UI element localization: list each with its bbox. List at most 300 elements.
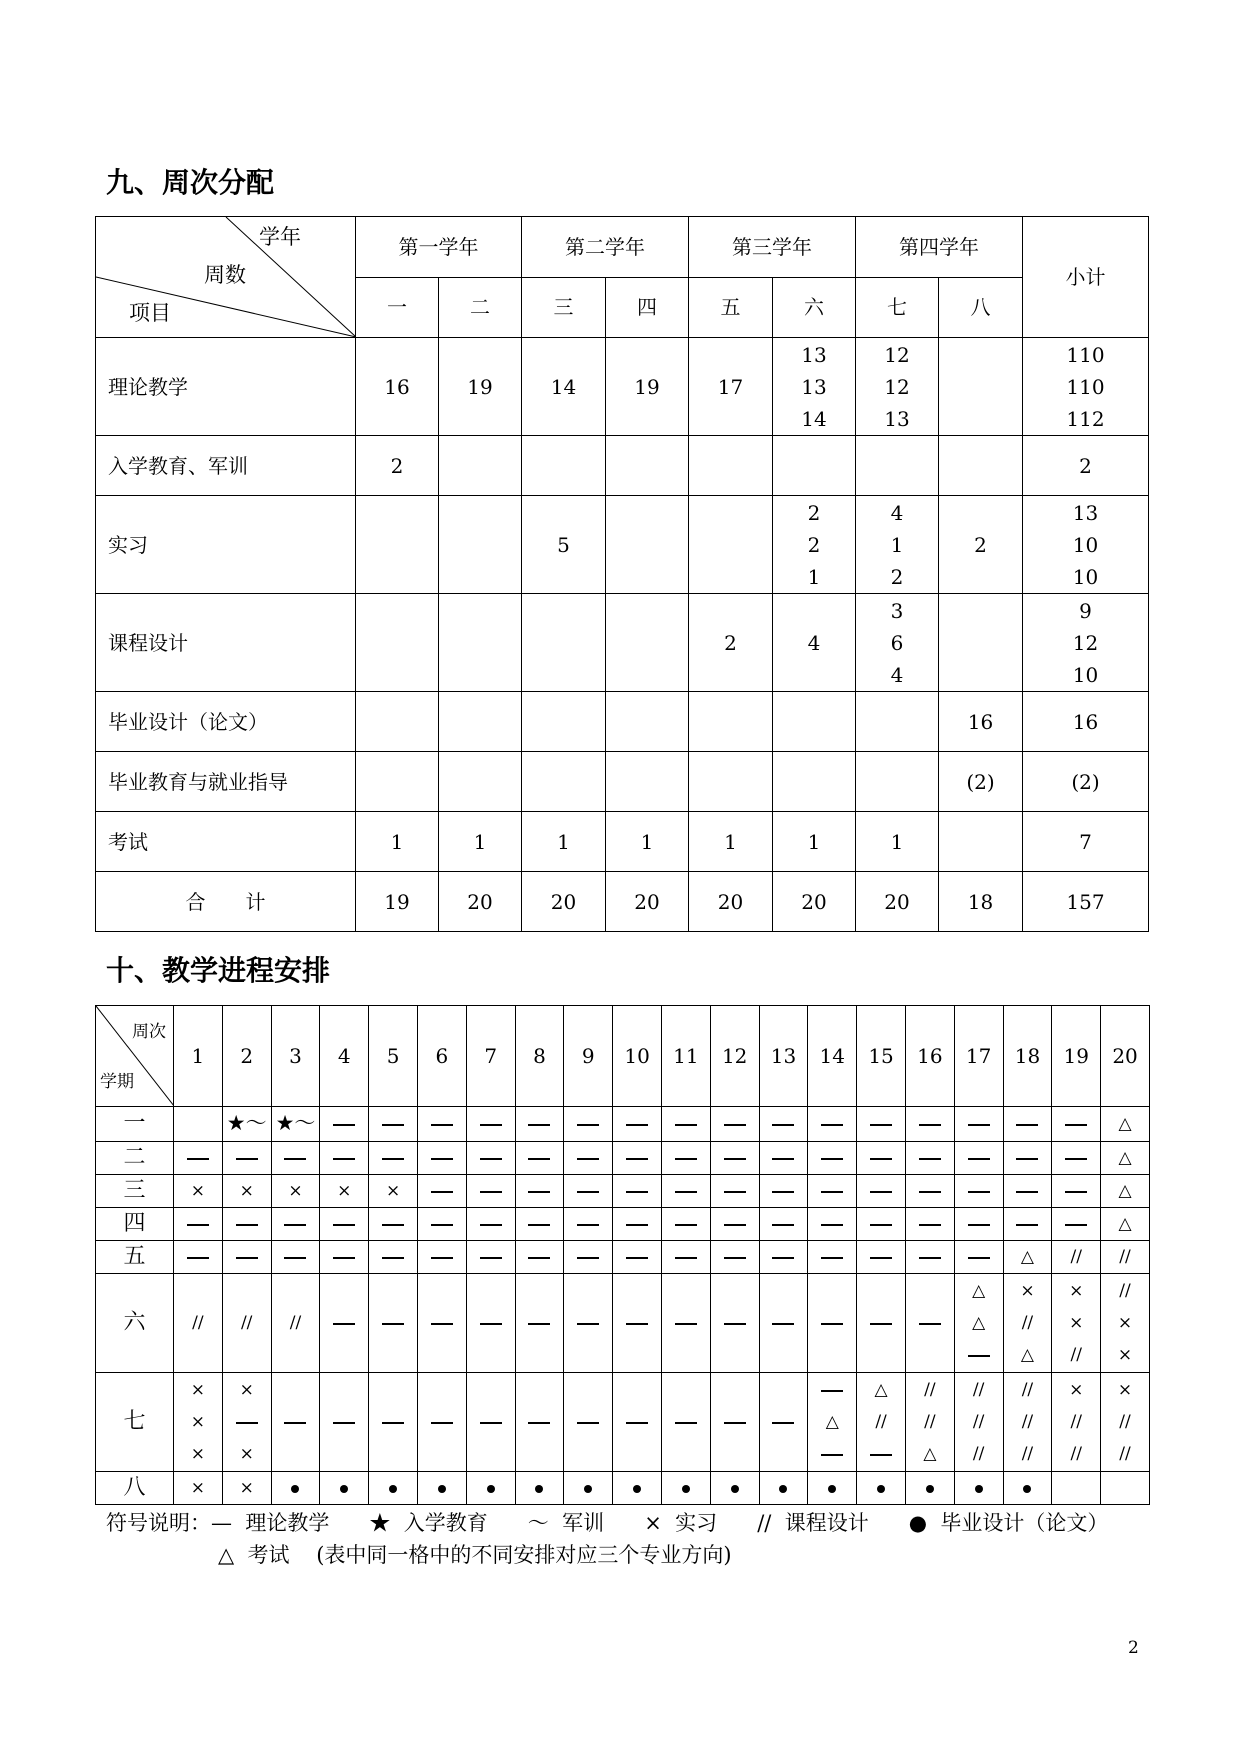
schedule-cell — [271, 1274, 320, 1373]
schedule-cell — [905, 1107, 954, 1142]
week-header-12: 12 — [710, 1006, 759, 1107]
schedule-mark: × — [337, 1181, 352, 1201]
schedule-cell — [174, 1373, 223, 1472]
schedule-cell — [710, 1241, 759, 1274]
dash-mark — [724, 1191, 746, 1193]
schedule-mark: △ — [1118, 1148, 1132, 1168]
schedule-cell — [417, 1472, 466, 1505]
dash-mark — [919, 1257, 941, 1259]
schedule-sub-cell — [955, 1307, 1003, 1339]
table-cell — [522, 594, 606, 692]
table-cell: 1 — [606, 812, 689, 872]
schedule-mark: △ — [972, 1281, 986, 1301]
schedule-cell — [954, 1274, 1003, 1373]
dash-mark — [431, 1257, 453, 1259]
schedule-sub-cell — [174, 1406, 222, 1438]
schedule-cell — [271, 1107, 320, 1142]
schedule-mark: // — [1070, 1247, 1082, 1267]
schedule-cell — [1003, 1208, 1052, 1241]
dash-mark — [1065, 1191, 1087, 1193]
table-cell: 4 — [773, 594, 856, 692]
schedule-mark: △ — [874, 1380, 888, 1400]
dash-mark — [236, 1257, 258, 1259]
schedule-cell — [466, 1142, 515, 1175]
schedule-cell — [1052, 1107, 1101, 1142]
week-header-2: 2 — [222, 1006, 271, 1107]
dash-mark — [431, 1191, 453, 1193]
schedule-cell — [222, 1142, 271, 1175]
schedule-cell — [174, 1274, 223, 1373]
dash-mark — [870, 1257, 892, 1259]
term-label: 三 — [96, 1175, 174, 1208]
dash-mark — [675, 1124, 697, 1126]
table-cell: 1 — [439, 812, 522, 872]
schedule-mark: × — [1117, 1345, 1133, 1365]
schedule-cell — [1003, 1107, 1052, 1142]
table-cell — [856, 496, 939, 594]
table-cell — [773, 752, 856, 812]
schedule-mark: // — [1021, 1412, 1034, 1432]
table-cell — [439, 692, 522, 752]
cell-value: 6 — [890, 630, 904, 655]
schedule-sub-cell — [857, 1406, 905, 1438]
schedule-mark: × — [1020, 1281, 1035, 1301]
schedule-sub-cell — [857, 1438, 905, 1470]
table-cell — [606, 594, 689, 692]
dash-mark — [187, 1257, 209, 1259]
schedule-mark: // — [1021, 1444, 1034, 1464]
table-cell — [689, 496, 773, 594]
table-cell: 19 — [356, 872, 439, 932]
dash-mark — [675, 1422, 697, 1424]
schedule-mark: // — [1119, 1281, 1131, 1301]
term-label: 七 — [96, 1373, 174, 1472]
table-cell — [439, 496, 522, 594]
schedule-cell — [661, 1175, 710, 1208]
schedule-row — [96, 1241, 1150, 1274]
table-cell — [1023, 496, 1149, 594]
table-cell: (2) — [1023, 752, 1149, 812]
schedule-row — [96, 1373, 1150, 1472]
cell-value: 4 — [890, 500, 904, 525]
schedule-cell — [759, 1208, 808, 1241]
dash-mark — [333, 1323, 355, 1325]
schedule-cell — [369, 1373, 418, 1472]
table-cell: 20 — [522, 872, 606, 932]
schedule-cell — [905, 1274, 954, 1373]
schedule-cell — [320, 1107, 369, 1142]
table-cell — [522, 436, 606, 496]
schedule-sub-cell — [906, 1406, 954, 1438]
schedule-cell — [222, 1274, 271, 1373]
schedule-cell — [222, 1373, 271, 1472]
dot-mark — [877, 1485, 885, 1493]
schedule-cell — [320, 1472, 369, 1505]
schedule-cell — [808, 1241, 857, 1274]
table-cell — [522, 692, 606, 752]
schedule-cell — [1003, 1175, 1052, 1208]
table-cell: 16 — [356, 338, 439, 436]
schedule-sub-cell — [1004, 1406, 1052, 1438]
dot-mark — [926, 1485, 934, 1493]
schedule-cell — [1101, 1241, 1150, 1274]
table-cell: 5 — [522, 496, 606, 594]
schedule-cell — [661, 1208, 710, 1241]
cell-value: 110 — [1066, 342, 1105, 367]
schedule-mark: // — [192, 1313, 204, 1333]
term-header-7: 七 — [856, 277, 939, 338]
schedule-cell — [174, 1241, 223, 1274]
dot-mark — [340, 1485, 348, 1493]
dash-mark — [382, 1158, 404, 1160]
dash-mark — [724, 1124, 746, 1126]
dash-mark — [577, 1422, 599, 1424]
schedule-cell — [1052, 1175, 1101, 1208]
schedule-sub-cell — [1101, 1275, 1149, 1307]
table-cell — [439, 752, 522, 812]
schedule-sub-cell — [808, 1406, 856, 1438]
dash-mark — [284, 1422, 306, 1424]
dot-mark — [1023, 1485, 1031, 1493]
table-cell — [606, 436, 689, 496]
schedule-cell — [808, 1472, 857, 1505]
schedule-row — [96, 1208, 1150, 1241]
schedule-cell — [954, 1373, 1003, 1472]
dash-mark — [919, 1158, 941, 1160]
schedule-sub-cell — [174, 1438, 222, 1470]
schedule-cell — [417, 1142, 466, 1175]
week-header-9: 9 — [564, 1006, 613, 1107]
schedule-cell — [1003, 1373, 1052, 1472]
schedule-mark: // — [240, 1313, 253, 1333]
schedule-cell — [466, 1107, 515, 1142]
schedule-cell — [515, 1274, 564, 1373]
dash-mark — [870, 1191, 892, 1193]
year-header-1: 第一学年 — [356, 217, 522, 278]
cell-value: 13 — [884, 406, 910, 431]
schedule-sub-cell — [1052, 1339, 1100, 1371]
schedule-cell — [808, 1208, 857, 1241]
schedule-mark: // — [972, 1380, 985, 1400]
schedule-mark: × — [1069, 1313, 1084, 1333]
schedule-cell — [174, 1472, 223, 1505]
table-row — [96, 812, 1149, 872]
diagonal-header-cell — [96, 1006, 174, 1107]
table-cell — [773, 692, 856, 752]
dash-mark — [284, 1257, 306, 1259]
cell-value: 112 — [1066, 406, 1105, 431]
dash-mark — [1065, 1224, 1087, 1226]
schedule-cell — [369, 1208, 418, 1241]
dash-mark — [675, 1191, 697, 1193]
week-header-14: 14 — [808, 1006, 857, 1107]
dash-mark — [528, 1422, 550, 1424]
schedule-cell — [905, 1208, 954, 1241]
schedule-cell — [613, 1472, 662, 1505]
dot-mark — [731, 1485, 739, 1493]
schedule-mark: △ — [1020, 1345, 1034, 1365]
dash-mark — [626, 1158, 648, 1160]
schedule-mark: × — [190, 1444, 206, 1464]
table-cell — [356, 692, 439, 752]
schedule-cell — [954, 1107, 1003, 1142]
table-cell: 19 — [606, 338, 689, 436]
schedule-sub-cell — [223, 1406, 271, 1438]
dash-mark — [821, 1390, 843, 1392]
schedule-cell — [1003, 1472, 1052, 1505]
schedule-cell — [271, 1175, 320, 1208]
table-cell — [606, 496, 689, 594]
dash-mark — [919, 1224, 941, 1226]
cell-value: 10 — [1072, 532, 1099, 557]
schedule-sub-cell — [808, 1438, 856, 1470]
table-cell: 1 — [356, 812, 439, 872]
schedule-cell — [613, 1208, 662, 1241]
schedule-cell — [1052, 1472, 1101, 1505]
row-label: 毕业教育与就业指导 — [96, 752, 356, 812]
table-cell: 7 — [1023, 812, 1149, 872]
schedule-cell — [222, 1107, 271, 1142]
schedule-mark: // — [1119, 1247, 1131, 1267]
table-row — [96, 872, 1149, 932]
schedule-mark: × — [190, 1181, 206, 1201]
schedule-cell — [417, 1107, 466, 1142]
year-header-3: 第三学年 — [689, 217, 856, 278]
dash-mark — [626, 1323, 648, 1325]
dash-mark — [772, 1323, 794, 1325]
dash-mark — [284, 1224, 306, 1226]
dash-mark — [675, 1323, 697, 1325]
table-cell: 20 — [439, 872, 522, 932]
year-header-4: 第四学年 — [856, 217, 1023, 278]
schedule-sub-cell — [1052, 1374, 1100, 1406]
dash-mark — [626, 1124, 648, 1126]
table-cell: 2 — [689, 594, 773, 692]
schedule-cell — [515, 1142, 564, 1175]
schedule-cell — [222, 1175, 271, 1208]
schedule-cell — [710, 1208, 759, 1241]
dash-mark — [968, 1257, 990, 1259]
term-header-3: 三 — [522, 277, 606, 338]
table-cell: (2) — [939, 752, 1023, 812]
table-cell: 19 — [439, 338, 522, 436]
table-cell — [856, 436, 939, 496]
dash-mark — [772, 1191, 794, 1193]
schedule-cell — [515, 1472, 564, 1505]
schedule-cell — [417, 1373, 466, 1472]
dash-mark — [480, 1158, 502, 1160]
schedule-mark: // — [1070, 1345, 1082, 1365]
schedule-cell — [174, 1107, 223, 1142]
dot-mark — [487, 1485, 495, 1493]
schedule-cell — [661, 1107, 710, 1142]
schedule-cell — [808, 1175, 857, 1208]
dash-mark — [480, 1323, 502, 1325]
schedule-row — [96, 1274, 1150, 1373]
schedule-cell — [271, 1241, 320, 1274]
schedule-row — [96, 1107, 1150, 1142]
schedule-cell — [564, 1107, 613, 1142]
schedule-cell — [369, 1472, 418, 1505]
schedule-cell — [1101, 1142, 1150, 1175]
schedule-cell — [710, 1472, 759, 1505]
schedule-mark: // — [1021, 1313, 1034, 1333]
cell-value: 3 — [890, 598, 904, 623]
table-cell — [689, 752, 773, 812]
schedule-cell — [564, 1175, 613, 1208]
dash-mark — [577, 1224, 599, 1226]
cell-value: 1 — [807, 564, 821, 589]
week-header-19: 19 — [1052, 1006, 1101, 1107]
schedule-mark: // — [972, 1444, 985, 1464]
schedule-cell — [417, 1241, 466, 1274]
schedule-mark: // — [289, 1313, 302, 1333]
schedule-mark: △ — [825, 1412, 839, 1432]
table-row — [96, 496, 1149, 594]
dash-mark — [187, 1158, 209, 1160]
dash-mark — [968, 1224, 990, 1226]
dash-mark — [528, 1224, 550, 1226]
corner-term-label: 学期 — [100, 1072, 134, 1092]
cell-value: 13 — [801, 374, 827, 399]
week-header-15: 15 — [857, 1006, 906, 1107]
dash-mark — [333, 1257, 355, 1259]
schedule-cell — [759, 1373, 808, 1472]
table-row — [96, 594, 1149, 692]
cell-value: 2 — [890, 564, 904, 589]
table-cell: 20 — [606, 872, 689, 932]
schedule-mark: △ — [1118, 1114, 1132, 1134]
schedule-cell — [222, 1241, 271, 1274]
schedule-cell — [564, 1142, 613, 1175]
schedule-cell — [954, 1175, 1003, 1208]
week-header-6: 6 — [417, 1006, 466, 1107]
teaching-schedule-table — [95, 1005, 1150, 1505]
cell-value: 110 — [1066, 374, 1105, 399]
schedule-cell — [808, 1142, 857, 1175]
row-label: 考试 — [96, 812, 356, 872]
dash-mark — [431, 1124, 453, 1126]
schedule-cell — [613, 1274, 662, 1373]
table-cell — [606, 692, 689, 752]
schedule-cell — [710, 1142, 759, 1175]
schedule-cell — [710, 1373, 759, 1472]
table-cell — [356, 496, 439, 594]
schedule-cell — [857, 1241, 906, 1274]
cell-value: 13 — [1072, 500, 1099, 525]
dash-mark — [333, 1124, 355, 1126]
dash-mark — [480, 1191, 502, 1193]
schedule-cell — [1101, 1208, 1150, 1241]
dash-mark — [626, 1191, 648, 1193]
dash-mark — [333, 1224, 355, 1226]
schedule-sub-cell — [1004, 1307, 1052, 1339]
cell-value: 12 — [884, 374, 910, 399]
schedule-cell — [466, 1175, 515, 1208]
schedule-sub-cell — [1004, 1339, 1052, 1371]
term-label: 五 — [96, 1241, 174, 1274]
dash-mark — [431, 1158, 453, 1160]
section-10-title: 十、教学进程安排 — [106, 954, 331, 987]
cell-value: 10 — [1072, 564, 1099, 589]
schedule-cell — [222, 1208, 271, 1241]
dash-mark — [821, 1454, 843, 1456]
dash-mark — [577, 1191, 599, 1193]
schedule-mark: × — [239, 1380, 254, 1400]
dash-mark — [528, 1191, 550, 1193]
table-row — [96, 692, 1149, 752]
schedule-sub-cell — [955, 1438, 1003, 1470]
schedule-cell — [661, 1373, 710, 1472]
schedule-cell — [759, 1107, 808, 1142]
schedule-cell — [857, 1208, 906, 1241]
corner-week-label: 周次 — [132, 1022, 166, 1042]
schedule-cell — [466, 1274, 515, 1373]
schedule-cell — [954, 1241, 1003, 1274]
dash-mark — [382, 1422, 404, 1424]
schedule-cell — [466, 1373, 515, 1472]
schedule-mark: // — [1119, 1444, 1131, 1464]
schedule-mark: // — [924, 1412, 936, 1432]
table-cell: 20 — [773, 872, 856, 932]
schedule-cell — [905, 1373, 954, 1472]
dash-mark — [626, 1422, 648, 1424]
dash-mark — [675, 1257, 697, 1259]
table-cell — [1023, 594, 1149, 692]
week-header-1: 1 — [174, 1006, 223, 1107]
dash-mark — [821, 1323, 843, 1325]
dot-mark — [584, 1485, 592, 1493]
dash-mark — [919, 1124, 941, 1126]
schedule-cell — [320, 1142, 369, 1175]
week-header-13: 13 — [759, 1006, 808, 1107]
table-cell — [439, 436, 522, 496]
schedule-cell — [613, 1107, 662, 1142]
schedule-cell — [759, 1274, 808, 1373]
schedule-cell — [466, 1241, 515, 1274]
schedule-mark: × — [1117, 1313, 1133, 1333]
term-header-2: 二 — [439, 277, 522, 338]
dash-mark — [870, 1224, 892, 1226]
schedule-cell — [466, 1472, 515, 1505]
schedule-sub-cell — [1101, 1339, 1149, 1371]
dot-mark — [291, 1485, 299, 1493]
cell-value: 2 — [807, 500, 821, 525]
corner-weeks-label: 周数 — [204, 263, 246, 287]
schedule-cell — [320, 1208, 369, 1241]
schedule-mark: △ — [923, 1444, 937, 1464]
schedule-sub-cell — [906, 1374, 954, 1406]
cell-value: 2 — [807, 532, 821, 557]
dash-mark — [626, 1257, 648, 1259]
table-cell — [773, 338, 856, 436]
schedule-cell — [369, 1142, 418, 1175]
week-header-4: 4 — [320, 1006, 369, 1107]
schedule-mark: × — [190, 1380, 206, 1400]
table-row — [96, 338, 1149, 436]
dash-mark — [821, 1224, 843, 1226]
dash-mark — [821, 1191, 843, 1193]
week-header-10: 10 — [613, 1006, 662, 1107]
schedule-cell — [515, 1373, 564, 1472]
schedule-cell — [759, 1241, 808, 1274]
dot-mark — [682, 1485, 690, 1493]
dash-mark — [724, 1224, 746, 1226]
schedule-cell — [564, 1472, 613, 1505]
schedule-sub-cell — [808, 1374, 856, 1406]
schedule-cell — [905, 1142, 954, 1175]
schedule-cell — [515, 1175, 564, 1208]
